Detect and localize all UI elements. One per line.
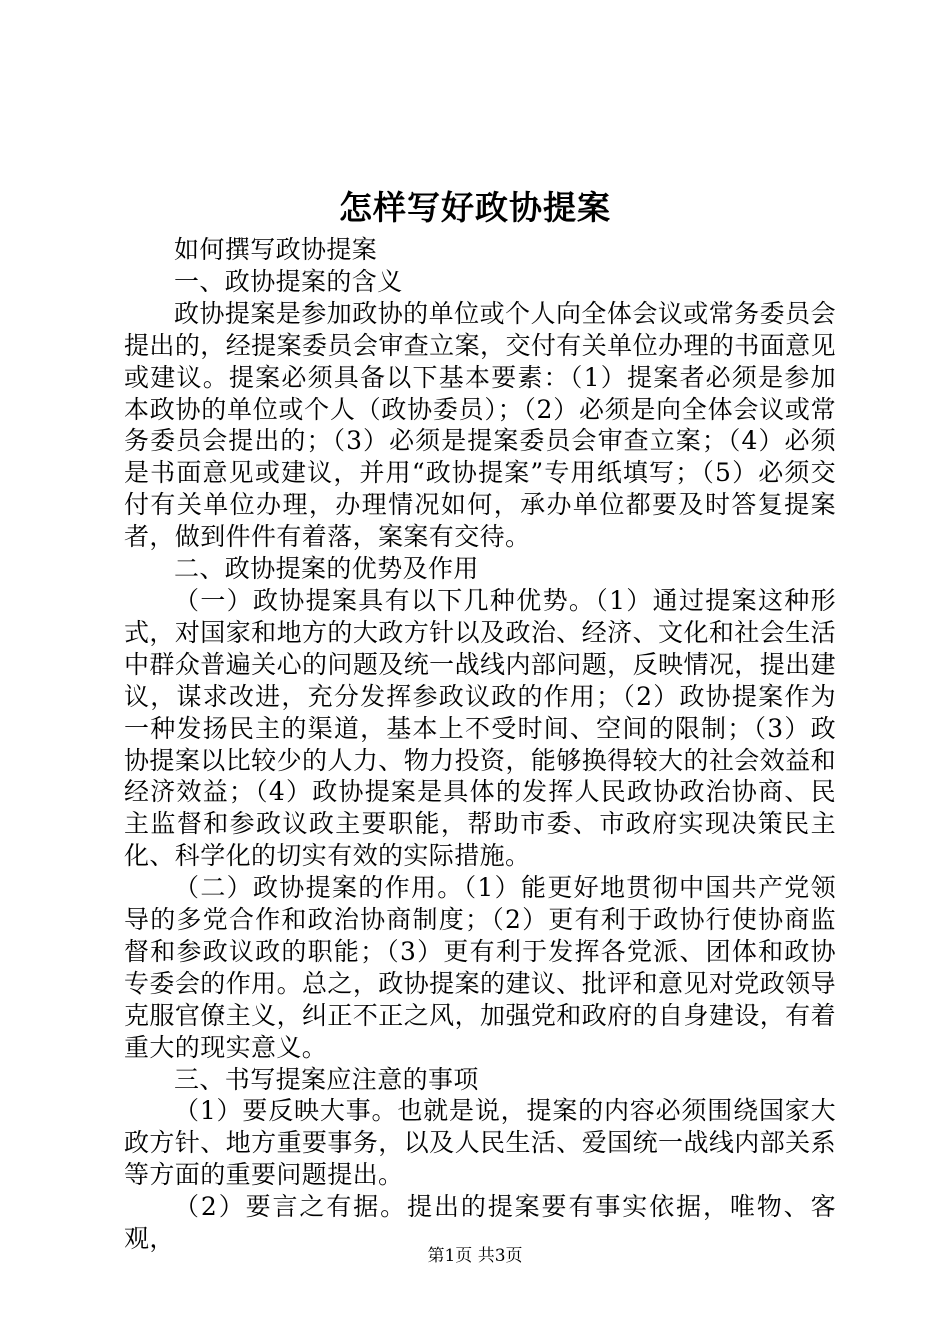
paragraph-advantages: （一）政协提案具有以下几种优势。（1）通过提案这种形式，对国家和地方的大政方针以及政治、经济、文化和社会生活中群众普遍关心的问题及统一战线内部问题，反映情况，提出建议，谋求改进，充分发挥参政议政的作用；（2）政协提案作为一种发扬民主的渠道，基本上不受时间、空间的限制；（3）政协提案以比较少的人力、物力投资，能够换得较大的社会效益和经济效益；（4）政协提案是具体的发挥人民政协政治协商、民主监督和参政议政主要职能，帮助市委、市政府实现决策民主化、科学化的切实有效的实际措施。 — [124, 585, 836, 871]
paragraph-subtitle: 如何撰写政协提案 — [174, 235, 378, 264]
paragraph-note-1: （1）要反映大事。也就是说，提案的内容必须围绕国家大政方针、地方重要事务，以及人民生活、爱国统一战线内部关系等方面的重要问题提出。 — [124, 1096, 836, 1190]
page-footer: 第1页 共3页 — [427, 1246, 523, 1266]
document-body — [124, 234, 836, 1255]
paragraph-definition: 政协提案是参加政协的单位或个人向全体会议或常务委员会提出的，经提案委员会审查立案，交付有关单位办理的书面意见或建议。提案必须具备以下基本要素：（1）提案者必须是参加本政协的单位或个人（政协委员）；（2）必须是向全体会议或常务委员会提出的；（3）必须是提案委员会审查立案；（4）必须是书面意见或建议，并用“政协提案”专用纸填写；（5）必须交付有关单位办理，办理情况如何，承办单位都要及时答复提案者，做到件件有着落，案案有交待。 — [124, 298, 836, 552]
paragraph-heading-2: 二、政协提案的优势及作用 — [174, 554, 479, 584]
paragraph-functions: （二）政协提案的作用。（1）能更好地贯彻中国共产党领导的多党合作和政治协商制度；（2）更有利于政协行使协商监督和参政议政的职能；（3）更有利于发挥各党派、团体和政协专委会的作用。总之，政协提案的建议、批评和意见对党政领导克服官僚主义，纠正不正之风，加强党和政府的自身建设，有着重大的现实意义。 — [124, 873, 836, 1062]
document-title: 怎样写好政协提案 — [339, 188, 611, 227]
paragraph-heading-3: 三、书写提案应注意的事项 — [174, 1064, 479, 1094]
paragraph-heading-1: 一、政协提案的含义 — [174, 266, 403, 296]
paragraph-note-2: （2）要言之有据。提出的提案要有事实依据，唯物、客观， — [124, 1192, 836, 1254]
